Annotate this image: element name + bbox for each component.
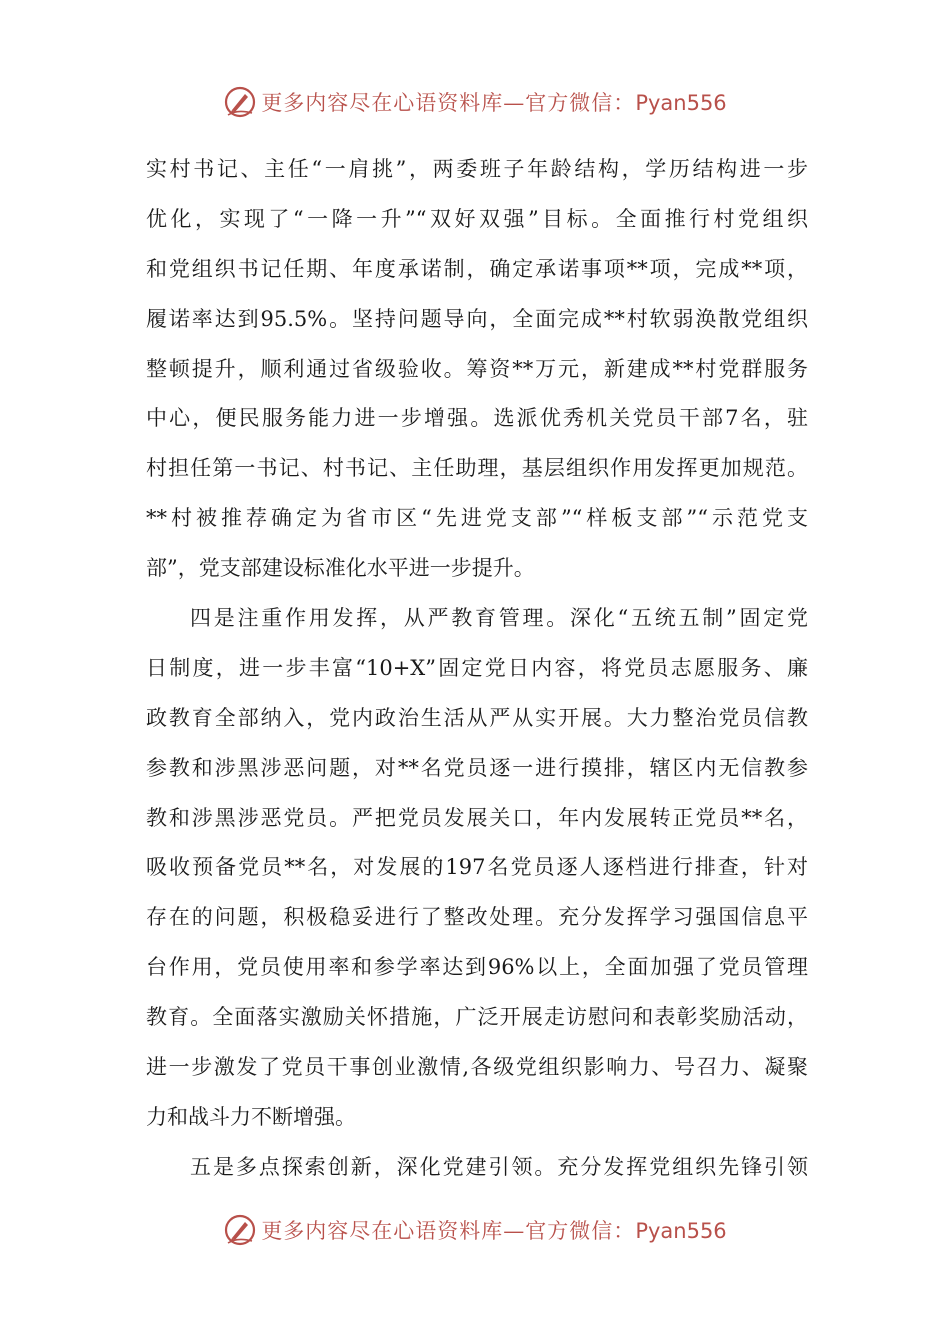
text-line: 中心，便民服务能力进一步增强。选派优秀机关党员干部7名，驻 — [146, 406, 808, 431]
text-line: 五是多点探索创新，深化党建引领。充分发挥党组织先锋引领 — [190, 1154, 808, 1179]
text-line: 日制度，进一步丰富“10+X”固定党日内容，将党员志愿服务、廉 — [146, 655, 808, 680]
paragraph-4 — [146, 594, 808, 1143]
banner-text — [261, 87, 726, 117]
text-line: **村被推荐确定为省市区“先进党支部”“样板支部”“示范党支 — [146, 506, 808, 531]
wechat-id: Pyan556 — [635, 1219, 727, 1243]
banner-label: 更多内容尽在心语资料库—官方微信： — [261, 91, 636, 115]
text-line: 存在的问题，积极稳妥进行了整改处理。充分发挥学习强国信息平 — [146, 905, 808, 930]
text-line: 教育。全面落实激励关怀措施，广泛开展走访慰问和表彰奖励活动， — [146, 1005, 808, 1030]
text-line: 台作用，党员使用率和参学率达到96%以上，全面加强了党员管理 — [146, 955, 808, 980]
text-line: 村担任第一书记、村书记、主任助理，基层组织作用发挥更加规范。 — [146, 456, 808, 481]
text-line: 优化，实现了“一降一升”“双好双强”目标。全面推行村党组织 — [146, 206, 808, 231]
text-line: 整顿提升，顺利通过省级验收。筹资**万元，新建成**村党群服务 — [146, 356, 808, 381]
text-line: 履诺率达到95.5%。坚持问题导向，全面完成**村软弱涣散党组织 — [146, 306, 808, 331]
text-line: 参教和涉黑涉恶问题，对**名党员逐一进行摸排，辖区内无信教参 — [146, 755, 808, 780]
text-line: 和党组织书记任期、年度承诺制，确定承诺事项**项，完成**项， — [146, 256, 808, 281]
banner-text — [261, 1215, 726, 1245]
text-line: 政教育全部纳入，党内政治生活从严从实开展。大力整治党员信教 — [146, 705, 808, 730]
text-line: 部”，党支部建设标准化水平进一步提升。 — [146, 556, 535, 581]
header-banner — [0, 82, 950, 122]
text-line: 教和涉黑涉恶党员。严把党员发展关口，年内发展转正党员**名， — [146, 805, 808, 830]
text-line: 实村书记、主任“一肩挑”，两委班子年龄结构，学历结构进一步 — [146, 157, 808, 181]
pen-seal-logo-icon — [223, 1213, 257, 1247]
text-line: 力和战斗力不断增强。 — [146, 1104, 356, 1129]
footer-banner — [0, 1210, 950, 1250]
paragraph-5 — [146, 1143, 808, 1193]
text-line: 进一步激发了党员干事创业激情,各级党组织影响力、号召力、凝聚 — [146, 1055, 808, 1080]
paragraph-3 — [146, 145, 808, 594]
text-line: 四是注重作用发挥，从严教育管理。深化“五统五制”固定党 — [190, 606, 808, 631]
text-line: 吸收预备党员**名，对发展的197名党员逐人逐档进行排查，针对 — [146, 855, 808, 880]
pen-seal-logo-icon — [223, 85, 257, 119]
wechat-id: Pyan556 — [635, 91, 727, 115]
banner-label: 更多内容尽在心语资料库—官方微信： — [261, 1219, 636, 1243]
document-body — [146, 145, 808, 1193]
